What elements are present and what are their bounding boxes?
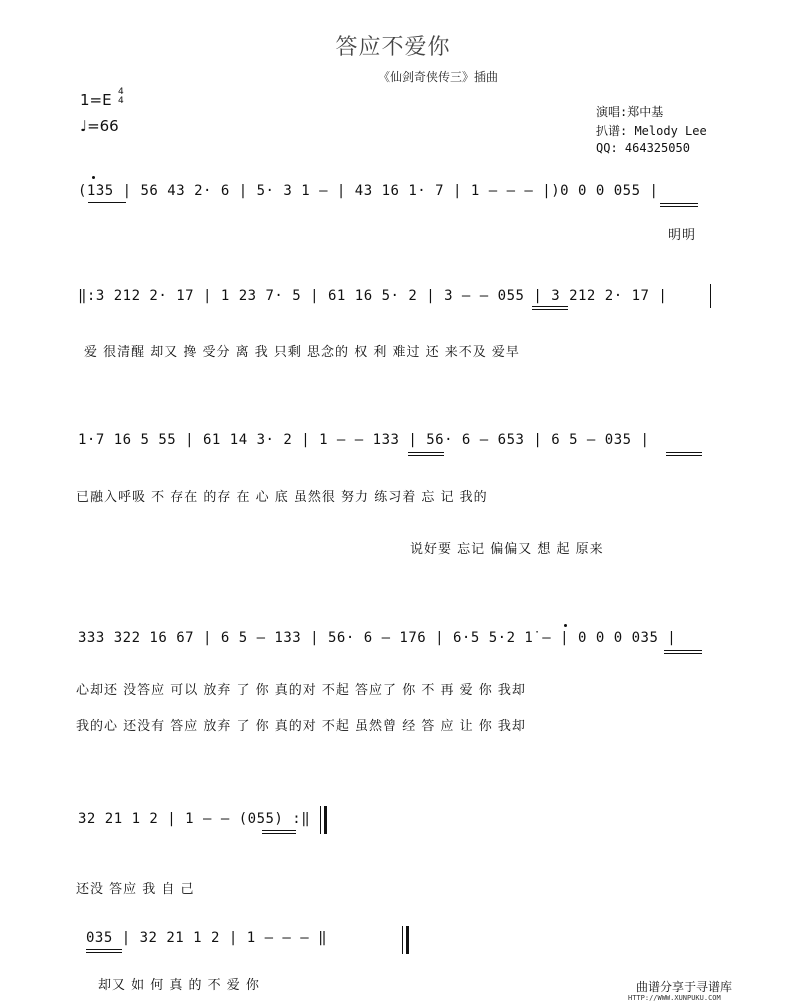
beam bbox=[88, 202, 126, 203]
time-signature bbox=[118, 88, 124, 106]
beam bbox=[660, 206, 698, 207]
tempo-marking: ♩=66 bbox=[80, 117, 119, 135]
score-row-6-lyric-1: 却又 如 何 真 的 不 爱 你 bbox=[98, 978, 260, 993]
transcriber-credit: 扒谱: Melody Lee bbox=[596, 124, 707, 138]
beam bbox=[664, 650, 702, 651]
beam bbox=[262, 830, 296, 831]
repeat-end-bar-thick bbox=[324, 806, 327, 834]
score-row-2-lyric-1: 爱 很清醒 却又 搀 受分 离 我 只剩 思念的 权 利 难过 还 来不及 爱早 bbox=[84, 345, 520, 360]
score-row-3-notes: 1·7 16 5 55 | 61 14 3· 2 | 1 – – 133 | 56· 6 – 653 | 6 5 – 035 | bbox=[78, 432, 650, 448]
footer-url: HTTP://WWW.XUNPUKU.COM bbox=[628, 994, 721, 1002]
final-bar-thick bbox=[406, 926, 409, 954]
beam bbox=[532, 306, 568, 307]
score-row-3-lyric-2: 说好要 忘记 偏偏又 想 起 原来 bbox=[410, 542, 604, 557]
page-title: 答应不爱你 bbox=[335, 35, 451, 60]
beam bbox=[408, 455, 444, 456]
subtitle: 《仙剑奇侠传三》插曲 bbox=[378, 70, 499, 84]
beam bbox=[408, 452, 444, 453]
time-signature-bottom: 4 bbox=[118, 96, 124, 106]
score-row-3-lyric-1: 已融入呼吸 不 存在 的存 在 心 底 虽然很 努力 练习着 忘 记 我的 bbox=[76, 490, 488, 505]
score-row-4-lyric-2: 我的心 还没有 答应 放弃 了 你 真的对 不起 虽然曾 经 答 应 让 你 我却 bbox=[76, 719, 526, 734]
beam bbox=[86, 952, 122, 953]
octave-dot bbox=[92, 176, 95, 179]
octave-dot bbox=[564, 624, 567, 627]
beam bbox=[86, 949, 122, 950]
qq-credit: QQ: 464325050 bbox=[596, 141, 690, 155]
score-row-5-lyric-1: 还没 答应 我 自 己 bbox=[76, 882, 195, 897]
score-row-4-lyric-1: 心却还 没答应 可以 放弃 了 你 真的对 不起 答应了 你 不 再 爱 你 我却 bbox=[76, 683, 526, 698]
repeat-end-bar bbox=[320, 806, 321, 834]
beam bbox=[666, 452, 702, 453]
score-row-5-notes: 32 21 1 2 | 1 – – (055) :‖ bbox=[78, 811, 311, 827]
score-row-2-notes: ‖:3 212 2· 17 | 1 23 7· 5 | 61 16 5· 2 | 3 – – 055 | 3 212 2· 17 | bbox=[78, 288, 668, 304]
score-row-6-notes: 035 | 32 21 1 2 | 1 – – – ‖ bbox=[86, 930, 328, 946]
beam bbox=[660, 203, 698, 204]
bar-line bbox=[710, 284, 711, 308]
key-signature: 1=E bbox=[80, 91, 112, 109]
singer-credit: 演唱:郑中基 bbox=[596, 105, 664, 119]
score-row-4-notes: 333 322 16 67 | 6 5 – 133 | 56· 6 – 176 | 6·5 5·2 1̇ – | 0 0 0 035 | bbox=[78, 630, 677, 646]
beam bbox=[664, 653, 702, 654]
score-row-1-notes: (1̇35 | 56 43 2· 6 | 5· 3 1 – | 43 16 1· 7 | 1 – – – |)0 0 0 055 | bbox=[78, 183, 659, 199]
score-row-1-lyric-1: 明明 bbox=[668, 228, 697, 243]
final-bar bbox=[402, 926, 403, 954]
footer-source: 曲谱分享于寻谱库 bbox=[636, 980, 733, 994]
time-signature-top: 4 bbox=[118, 87, 124, 97]
beam bbox=[532, 309, 568, 310]
beam bbox=[262, 833, 296, 834]
beam bbox=[666, 455, 702, 456]
